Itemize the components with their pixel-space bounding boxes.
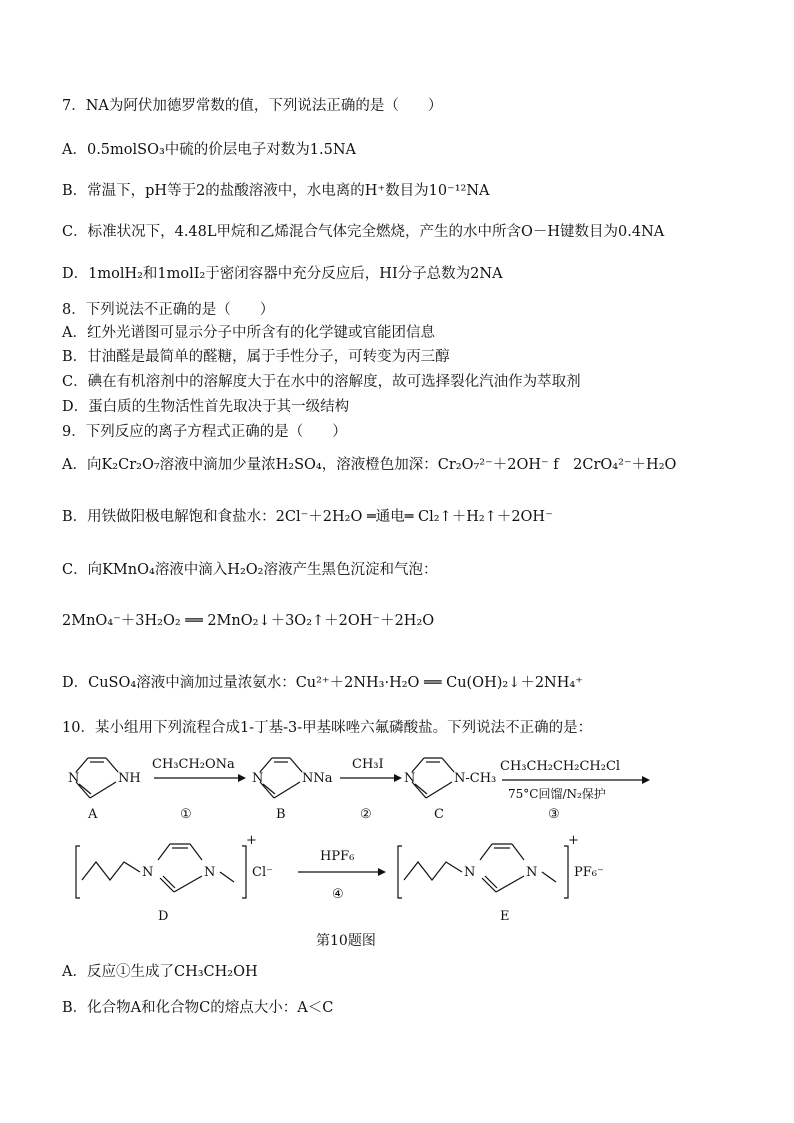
compound-e-n1: N (464, 865, 476, 880)
compound-d-charge: + (246, 833, 257, 848)
compound-e-structure (398, 844, 568, 898)
compound-a-nh: NH (118, 771, 141, 786)
compound-c-structure (412, 758, 454, 798)
q9-option-a: A．向K₂Cr₂O₇溶液中滴加少量浓H₂SO₄，溶液橙色加深：Cr₂O₇²⁻＋2OH⁻ f 2CrO₄²⁻＋H₂O (62, 457, 677, 473)
compound-b-nna: NNa (302, 771, 333, 786)
synthesis-scheme (62, 748, 652, 928)
step-1: ① (180, 807, 192, 822)
q9-stem: 9．下列反应的离子方程式正确的是（ ） (62, 424, 347, 440)
q7-option-d: D．1molH₂和1molI₂于密闭容器中充分反应后，HI分子总数为2NA (62, 266, 503, 282)
step-3: ③ (548, 807, 560, 822)
reagent-3-conditions: 75°C回馏/N₂保护 (508, 787, 606, 801)
compound-d-label: D (158, 909, 169, 924)
compound-e-n3: N (526, 865, 538, 880)
reagent-3: CH₃CH₂CH₂CH₂Cl (500, 759, 621, 774)
compound-d-structure (76, 844, 246, 898)
compound-c-label: C (434, 807, 444, 822)
compound-a-n: N (68, 771, 80, 786)
q8-stem: 8．下列说法不正确的是（ ） (62, 302, 275, 318)
compound-a-label: A (88, 807, 98, 822)
compound-b-structure (260, 758, 302, 798)
q7-option-c: C．标准状况下，4.48L甲烷和乙烯混合气体完全燃烧，产生的水中所含O－H键数目为0.4NA (62, 224, 665, 240)
q7-stem: 7．NA为阿伏加德罗常数的值，下列说法正确的是（ ） (62, 98, 443, 114)
compound-c-n: N (404, 771, 416, 786)
q7-option-a: A．0.5molSO₃中硫的价层电子对数为1.5NA (62, 142, 356, 158)
compound-a-structure (76, 758, 118, 798)
q10-stem: 10．某小组用下列流程合成1-丁基-3-甲基咪唑六氟磷酸盐。下列说法不正确的是： (62, 720, 593, 736)
q8-option-c: C．碘在有机溶剂中的溶解度大于在水中的溶解度，故可选择裂化汽油作为萃取剂 (62, 374, 581, 390)
step-2: ② (360, 807, 372, 822)
q9-option-d: D．CuSO₄溶液中滴加过量浓氨水：Cu²⁺＋2NH₃·H₂O ══ Cu(OH)₂↓＋2NH₄⁺ (62, 675, 583, 691)
reagent-2: CH₃I (352, 757, 384, 772)
q9-option-b: B．用铁做阳极电解饱和食盐水：2Cl⁻＋2H₂O ═通电═ Cl₂↑＋H₂↑＋2OH⁻ (62, 509, 553, 525)
q10-option-a: A．反应①生成了CH₃CH₂OH (62, 964, 258, 980)
step-4: ④ (332, 887, 344, 902)
compound-e-charge: + (568, 833, 579, 848)
q8-option-a: A．红外光谱图可显示分子中所含有的化学键或官能团信息 (62, 325, 435, 341)
compound-b-label: B (276, 807, 286, 822)
q8-option-d: D．蛋白质的生物活性首先取决于其一级结构 (62, 399, 350, 415)
compound-c-nch3: N-CH₃ (454, 771, 497, 786)
q7-option-b: B．常温下，pH等于2的盐酸溶液中，水电离的H⁺数目为10⁻¹²NA (62, 183, 490, 199)
figure-caption: 第10题图 (316, 933, 376, 949)
reagent-4: HPF₆ (320, 849, 355, 864)
compound-e-label: E (500, 909, 510, 924)
compound-e-anion: PF₆⁻ (574, 865, 604, 880)
q8-option-b: B．甘油醛是最简单的醛糖，属于手性分子，可转变为丙三醇 (62, 349, 450, 365)
compound-d-anion: Cl⁻ (252, 865, 273, 880)
compound-b-n: N (252, 771, 264, 786)
compound-d-n1: N (142, 865, 154, 880)
q9-equation-c: 2MnO₄⁻＋3H₂O₂ ══ 2MnO₂↓＋3O₂↑＋2OH⁻＋2H₂O (62, 613, 435, 629)
reagent-1: CH₃CH₂ONa (152, 757, 235, 772)
compound-d-n3: N (204, 865, 216, 880)
q9-option-c: C．向KMnO₄溶液中滴入H₂O₂溶液产生黑色沉淀和气泡： (62, 562, 438, 578)
q10-option-b: B．化合物A和化合物C的熔点大小：A＜C (62, 1000, 334, 1016)
